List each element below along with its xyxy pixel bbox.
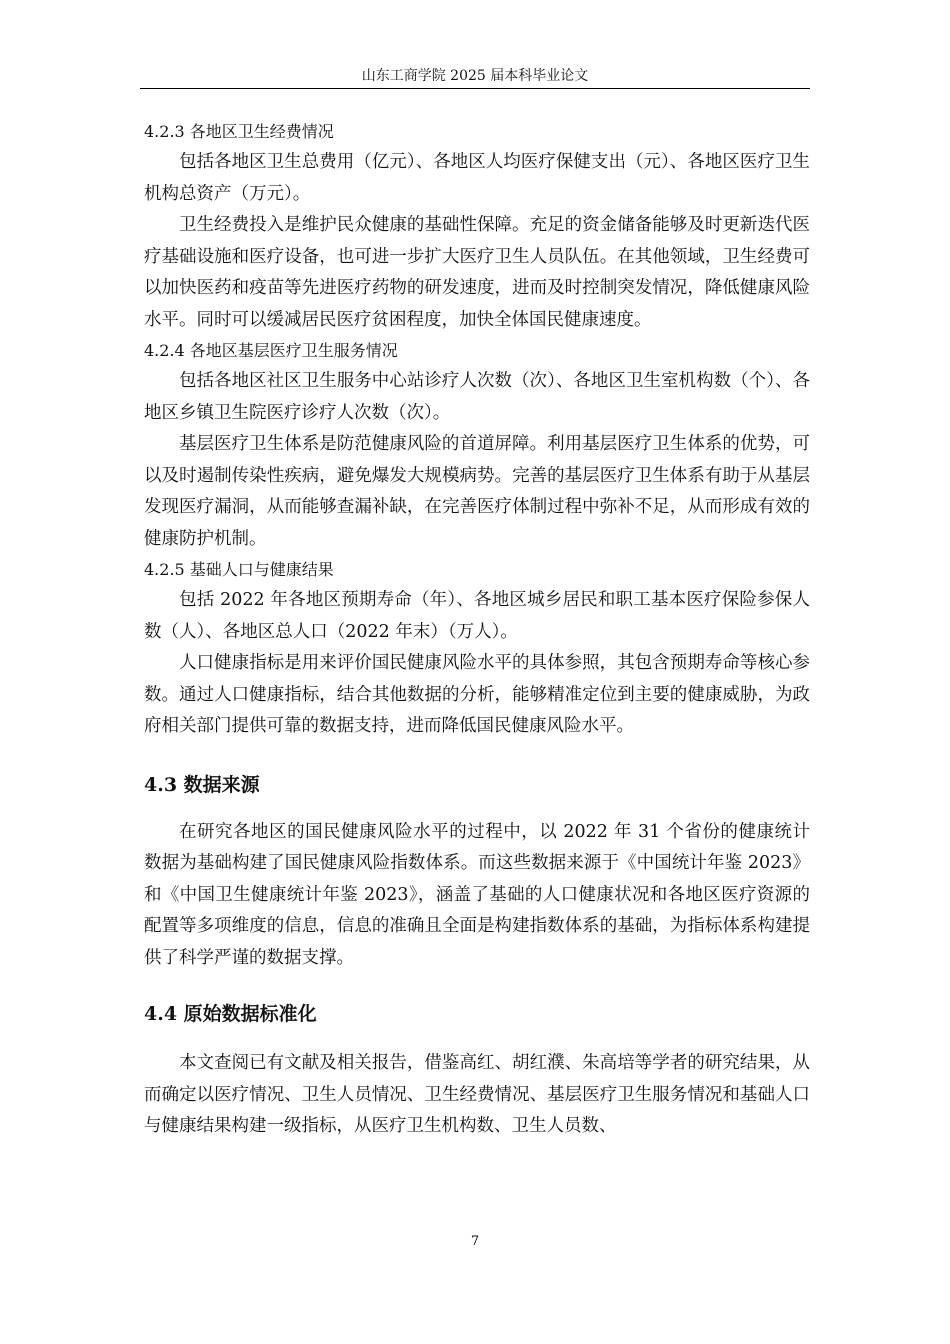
heading-4-4: 4.4 原始数据标准化 xyxy=(144,1003,317,1025)
paragraph: 人口健康指标是用来评价国民健康风险水平的具体参照，其包含预期寿命等核心参数。通过人口健康指标，结合其他数据的分析，能够精准定位到主要的健康威胁，为政府相关部门提供可靠的数据支持，进而降低国民健康风险水平。 xyxy=(144,653,810,736)
heading-4-2-5: 4.2.5 基础人口与健康结果 xyxy=(144,560,334,579)
page-body xyxy=(144,117,810,1143)
paragraph: 本文查阅已有文献及相关报告，借鉴高红、胡红濮、朱高培等学者的研究结果，从而确定以医疗情况、卫生人员情况、卫生经费情况、基层医疗卫生服务情况和基础人口与健康结果构建一级指标，从医疗卫生机构数、卫生人员数、 xyxy=(144,1053,810,1136)
paragraph: 包括各地区社区卫生服务中心站诊疗人次数（次）、各地区卫生室机构数（个）、各地区乡镇卫生院医疗诊疗人次数（次）。 xyxy=(144,371,810,423)
page-number: 7 xyxy=(470,1234,480,1249)
running-header: 山东工商学院 2025 届本科毕业论文 xyxy=(140,66,810,89)
heading-4-2-3: 4.2.3 各地区卫生经费情况 xyxy=(144,122,334,141)
paragraph: 卫生经费投入是维护民众健康的基础性保障。充足的资金储备能够及时更新迭代医疗基础设施和医疗设备，也可进一步扩大医疗卫生人员队伍。在其他领域，卫生经费可以加快医药和疫苗等先进医疗药物的研发速度，进而及时控制突发情况，降低健康风险水平。同时可以缓减居民医疗贫困程度，加快全体国民健康速度。 xyxy=(144,215,810,330)
paragraph: 基层医疗卫生体系是防范健康风险的首道屏障。利用基层医疗卫生体系的优势，可以及时遏制传染性疾病，避免爆发大规模病势。完善的基层医疗卫生体系有助于从基层发现医疗漏洞，从而能够查漏补缺，在完善医疗体制过程中弥补不足，从而形成有效的健康防护机制。 xyxy=(144,434,810,549)
heading-4-3: 4.3 数据来源 xyxy=(144,773,260,796)
paragraph: 包括各地区卫生总费用（亿元）、各地区人均医疗保健支出（元）、各地区医疗卫生机构总资产（万元）。 xyxy=(144,152,810,204)
heading-4-2-4: 4.2.4 各地区基层医疗卫生服务情况 xyxy=(144,341,398,360)
paragraph: 在研究各地区的国民健康风险水平的过程中，以 2022 年 31 个省份的健康统计数据为基础构建了国民健康风险指数体系。而这些数据来源于《中国统计年鉴 2023》和《中国卫生健康统计年鉴 2023》，涵盖了基础的人口健康状况和各地区医疗资源的配置等多项维度的信息，信息的准确且全面是构建指数体系的基础，为指标体系构建提供了科学严谨的数据支撑。 xyxy=(144,821,810,968)
paragraph: 包括 2022 年各地区预期寿命（年）、各地区城乡居民和职工基本医疗保险参保人数（人）、各地区总人口（2022 年末）（万人）。 xyxy=(144,590,810,642)
